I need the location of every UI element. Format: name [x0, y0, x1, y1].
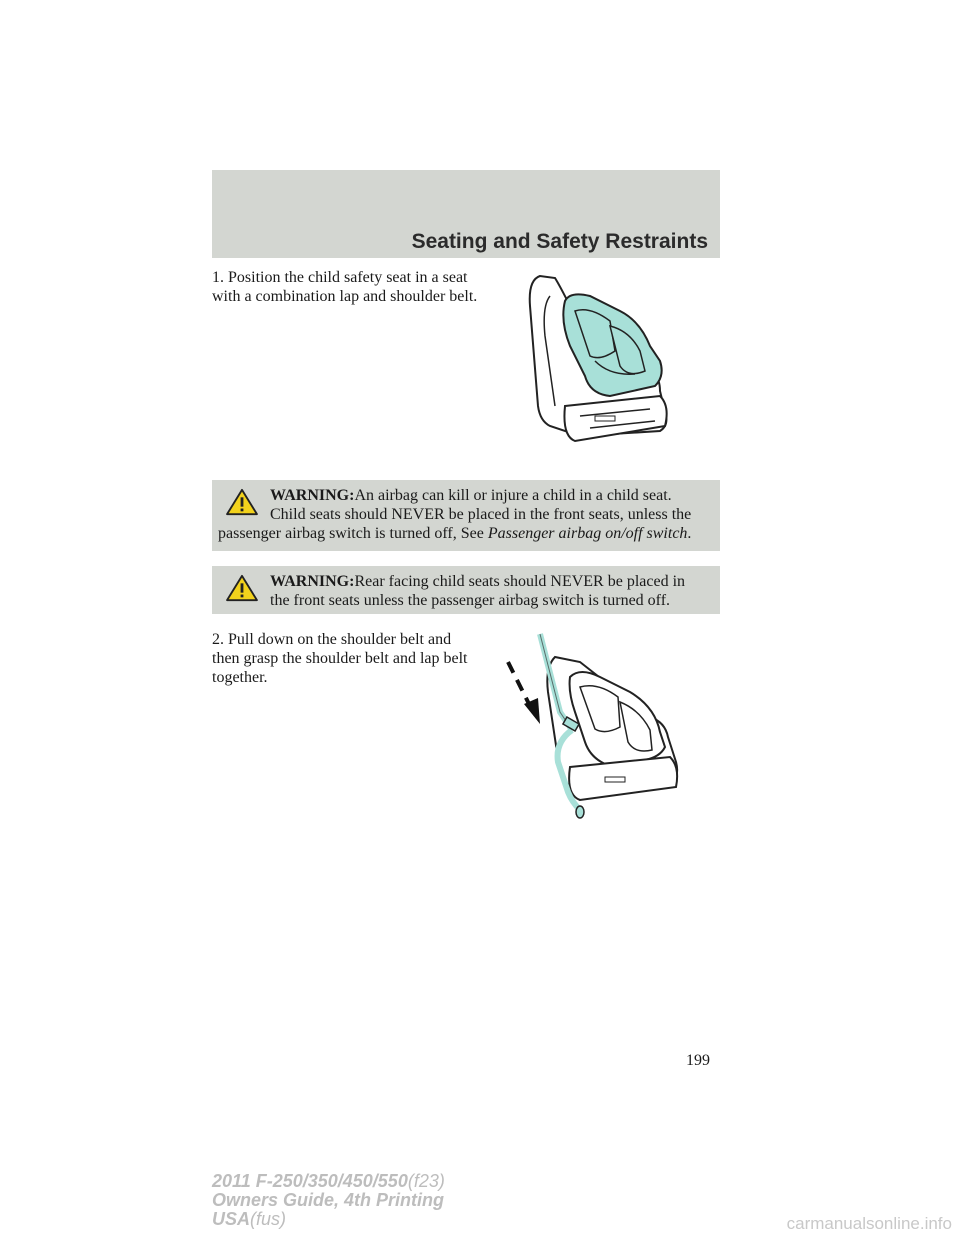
footer-line-2: Owners Guide, 4th Printing	[212, 1190, 445, 1210]
page-number: 199	[686, 1052, 710, 1069]
warning-box-rear-facing	[212, 566, 720, 614]
warning-label: WARNING:	[270, 573, 355, 590]
footer-line-1-sub: (f23)	[407, 1171, 445, 1191]
step-2-text: 2. Pull down on the shoulder belt and then grasp the shoulder belt and lap belt together.	[212, 631, 468, 686]
warning-text: Rear facing child seats should NEVER be placed in the front seats unless the passenger airbag switch is turned off.	[270, 573, 686, 609]
footer-line-3-sub: (fus)	[250, 1209, 287, 1229]
shoulder-belt-illustration	[500, 632, 695, 822]
warning-end: .	[687, 525, 692, 542]
warning-box-airbag	[212, 480, 720, 551]
warning-label: WARNING:	[270, 487, 355, 504]
section-title: Seating and Safety Restraints	[411, 230, 708, 253]
child-seat-illustration	[510, 266, 680, 451]
warning-text: An airbag can kill or injure a child in a child seat. Child seats should NEVER be placed in the front seats, unless the passenger airbag switch is turned off, See	[218, 487, 692, 542]
warning-triangle-icon	[224, 574, 260, 602]
cross-reference-link[interactable]: Passenger airbag on/off switch	[487, 525, 688, 542]
watermark: carmanualsonline.info	[786, 1214, 952, 1233]
footer-line-3: USA	[212, 1209, 251, 1229]
header-band	[212, 170, 720, 258]
warning-triangle-icon	[224, 488, 260, 516]
document-footer	[212, 1172, 445, 1229]
footer-line-1: 2011 F-250/350/450/550	[212, 1171, 408, 1191]
step-1-text: 1. Position the child safety seat in a seat with a combination lap and shoulder belt.	[212, 269, 478, 305]
